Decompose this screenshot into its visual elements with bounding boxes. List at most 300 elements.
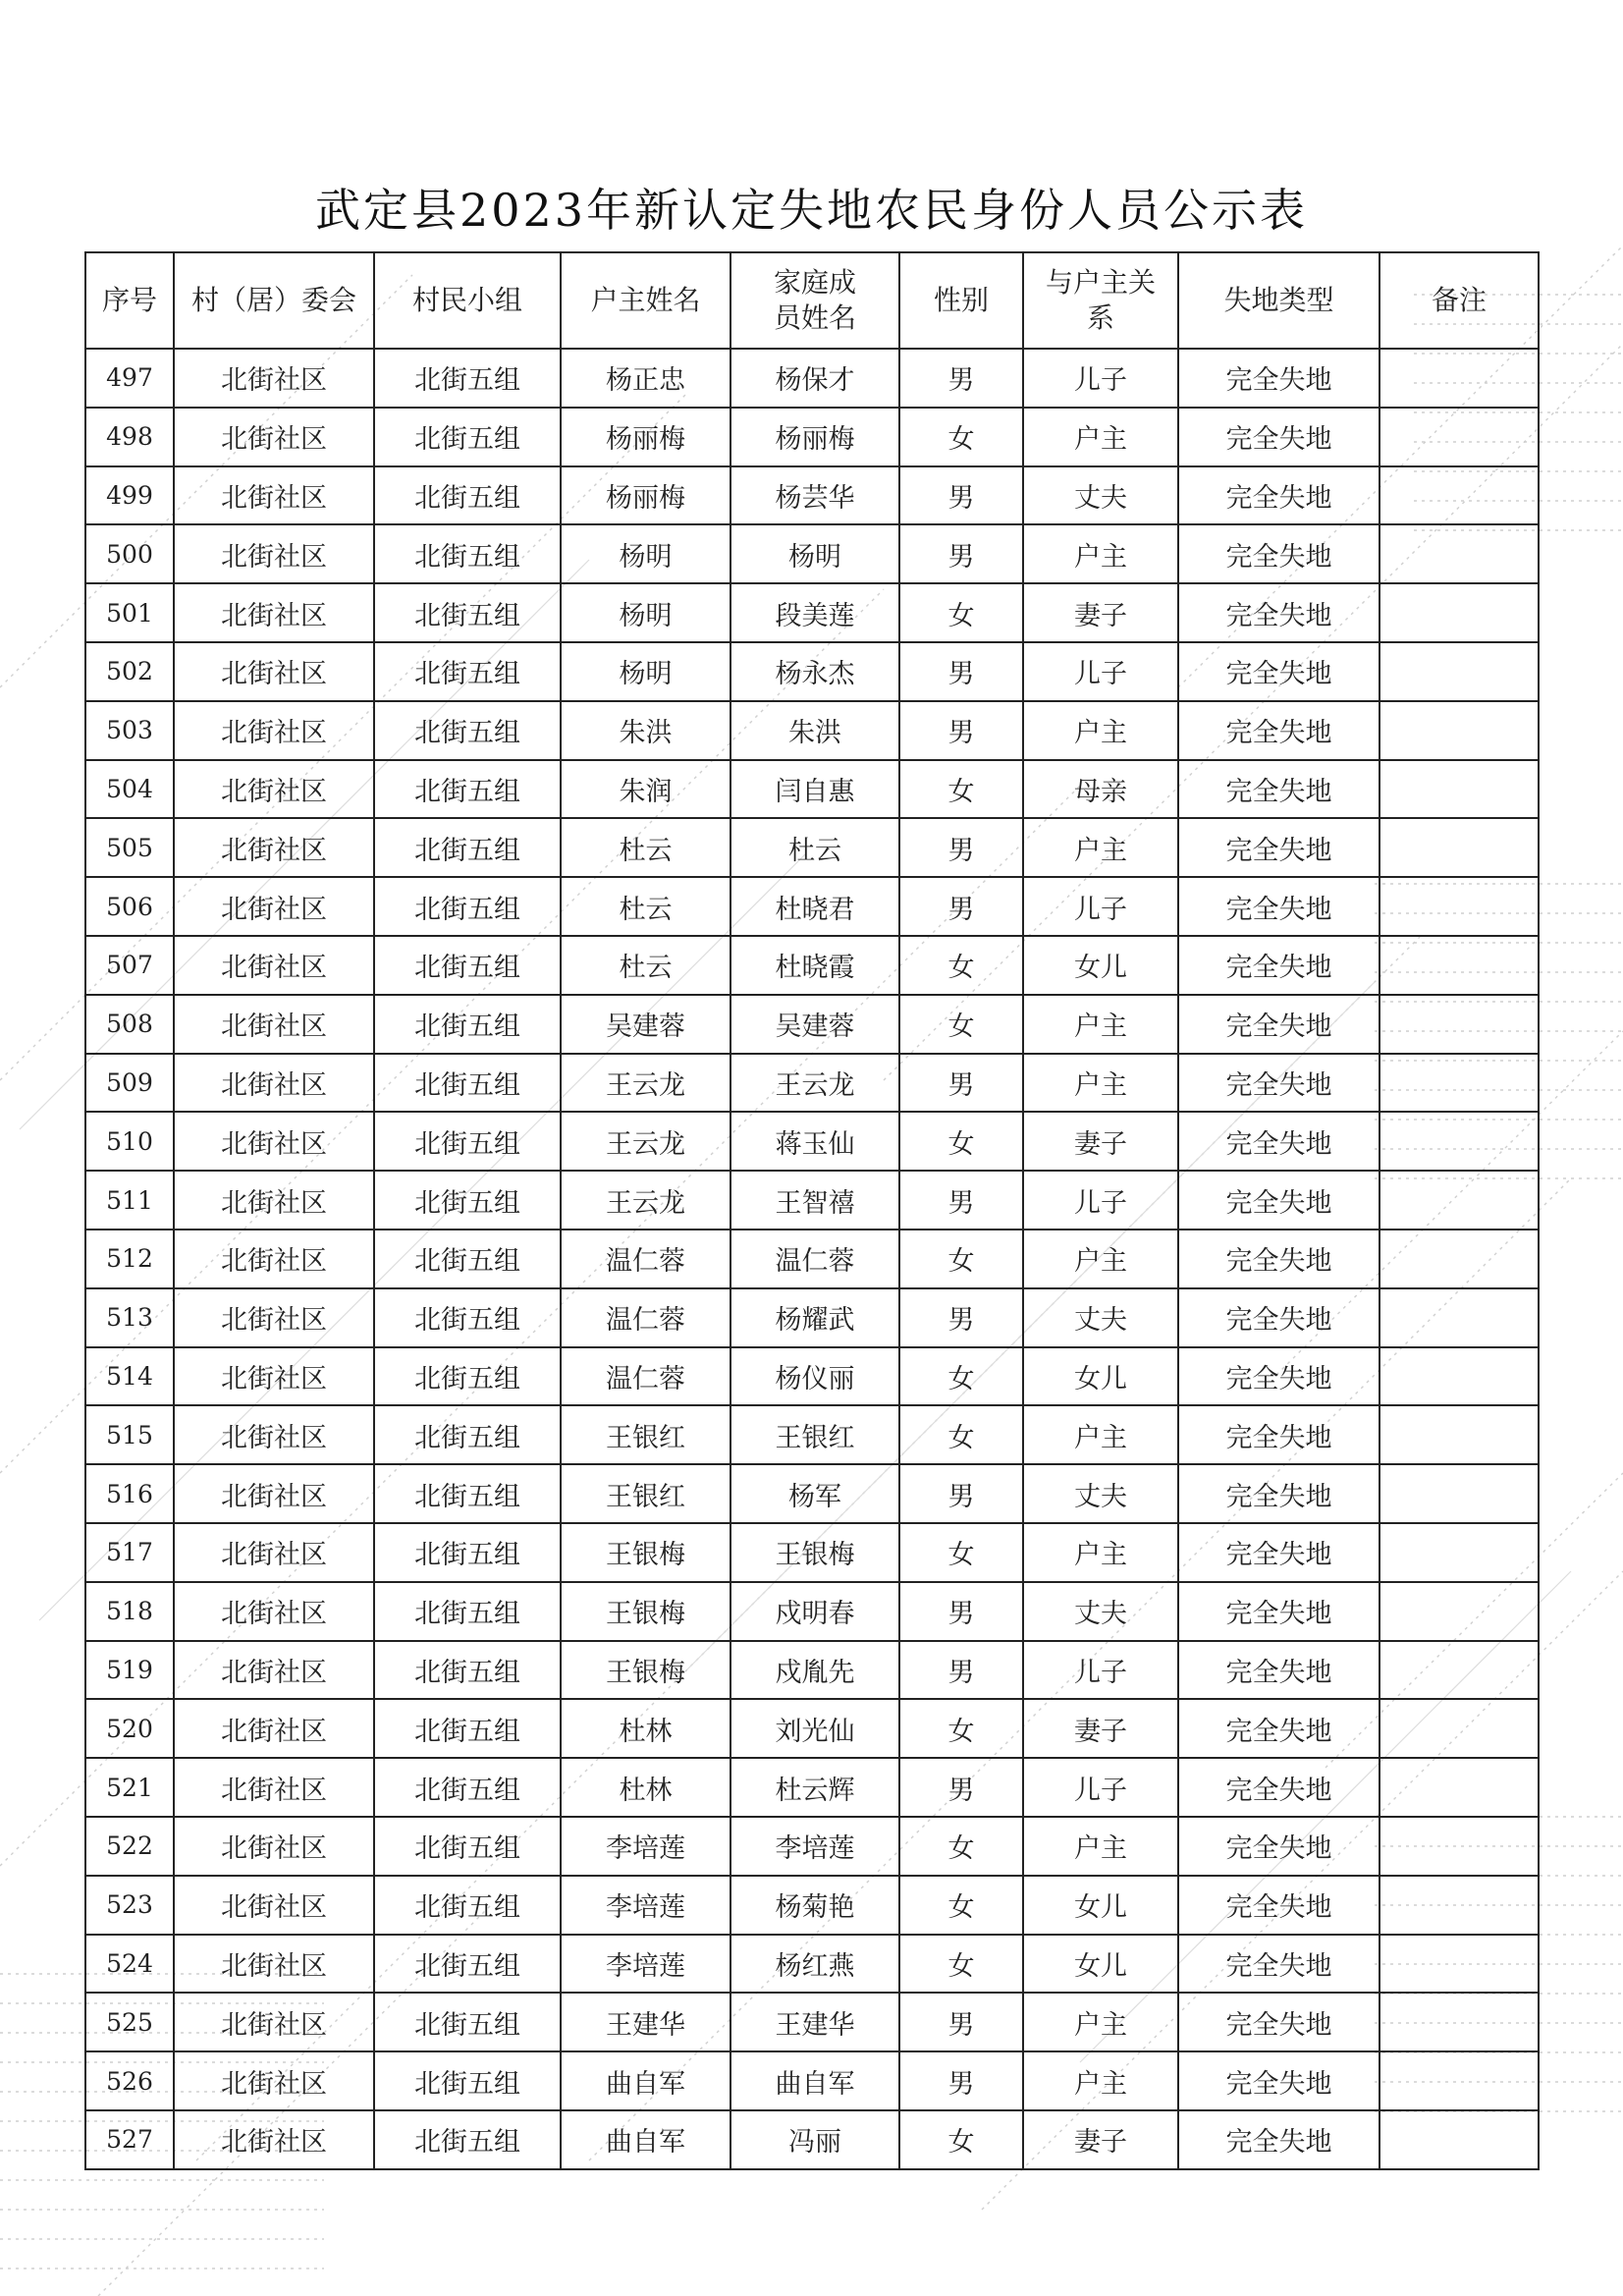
cell-village: 北街社区 (174, 877, 374, 936)
cell-family-member: 朱洪 (730, 701, 899, 760)
cell-family-member: 杨菊艳 (730, 1876, 899, 1935)
cell-seq: 518 (85, 1582, 174, 1641)
cell-household-head: 朱洪 (561, 701, 730, 760)
cell-household-head: 杨明 (561, 524, 730, 583)
cell-remark (1380, 818, 1539, 877)
table-row (85, 1171, 1539, 1230)
cell-land-loss-type: 完全失地 (1178, 408, 1380, 466)
cell-family-member: 王银梅 (730, 1523, 899, 1582)
cell-village: 北街社区 (174, 1523, 374, 1582)
cell-village: 北街社区 (174, 1288, 374, 1347)
cell-family-member: 王智禧 (730, 1171, 899, 1230)
cell-family-member: 杜云辉 (730, 1758, 899, 1817)
cell-seq: 508 (85, 995, 174, 1054)
table-row (85, 1230, 1539, 1288)
cell-gender: 女 (899, 408, 1023, 466)
cell-household-head: 杨明 (561, 642, 730, 701)
cell-land-loss-type: 完全失地 (1178, 1935, 1380, 1994)
header-family-member: 家庭成员姓名 (730, 252, 899, 349)
cell-household-head: 王银梅 (561, 1582, 730, 1641)
cell-household-head: 温仁蓉 (561, 1288, 730, 1347)
cell-gender: 女 (899, 1347, 1023, 1406)
cell-land-loss-type: 完全失地 (1178, 818, 1380, 877)
table-row (85, 1699, 1539, 1758)
cell-remark (1380, 1641, 1539, 1700)
cell-group: 北街五组 (374, 1288, 561, 1347)
cell-village: 北街社区 (174, 1464, 374, 1523)
cell-seq: 501 (85, 583, 174, 642)
cell-land-loss-type: 完全失地 (1178, 936, 1380, 995)
cell-household-head: 曲自军 (561, 2110, 730, 2169)
cell-group: 北街五组 (374, 760, 561, 819)
cell-land-loss-type: 完全失地 (1178, 2110, 1380, 2169)
cell-relation: 儿子 (1023, 1641, 1178, 1700)
cell-seq: 503 (85, 701, 174, 760)
table-row (85, 701, 1539, 760)
cell-family-member: 王云龙 (730, 1054, 899, 1113)
cell-village: 北街社区 (174, 642, 374, 701)
cell-village: 北街社区 (174, 1582, 374, 1641)
cell-group: 北街五组 (374, 1464, 561, 1523)
cell-household-head: 王建华 (561, 1993, 730, 2051)
cell-gender: 女 (899, 1935, 1023, 1994)
cell-seq: 523 (85, 1876, 174, 1935)
cell-village: 北街社区 (174, 1699, 374, 1758)
cell-group: 北街五组 (374, 1112, 561, 1171)
cell-village: 北街社区 (174, 818, 374, 877)
cell-household-head: 李培莲 (561, 1817, 730, 1876)
cell-relation: 户主 (1023, 524, 1178, 583)
cell-village: 北街社区 (174, 1935, 374, 1994)
cell-household-head: 李培莲 (561, 1876, 730, 1935)
cell-gender: 女 (899, 1817, 1023, 1876)
table-row (85, 408, 1539, 466)
cell-remark (1380, 1171, 1539, 1230)
cell-household-head: 杜云 (561, 818, 730, 877)
cell-group: 北街五组 (374, 1993, 561, 2051)
cell-land-loss-type: 完全失地 (1178, 1876, 1380, 1935)
cell-remark (1380, 1523, 1539, 1582)
cell-family-member: 杜晓霞 (730, 936, 899, 995)
cell-family-member: 杜晓君 (730, 877, 899, 936)
cell-group: 北街五组 (374, 995, 561, 1054)
cell-group: 北街五组 (374, 1699, 561, 1758)
table-row (85, 1523, 1539, 1582)
cell-seq: 517 (85, 1523, 174, 1582)
cell-seq: 524 (85, 1935, 174, 1994)
cell-village: 北街社区 (174, 524, 374, 583)
cell-relation: 女儿 (1023, 1935, 1178, 1994)
cell-family-member: 段美莲 (730, 583, 899, 642)
cell-group: 北街五组 (374, 936, 561, 995)
cell-land-loss-type: 完全失地 (1178, 1993, 1380, 2051)
cell-gender: 男 (899, 349, 1023, 408)
cell-remark (1380, 1699, 1539, 1758)
cell-relation: 妻子 (1023, 583, 1178, 642)
cell-relation: 户主 (1023, 1230, 1178, 1288)
cell-household-head: 王银梅 (561, 1523, 730, 1582)
cell-land-loss-type: 完全失地 (1178, 995, 1380, 1054)
cell-village: 北街社区 (174, 1876, 374, 1935)
cell-relation: 户主 (1023, 995, 1178, 1054)
cell-gender: 女 (899, 936, 1023, 995)
cell-remark (1380, 1405, 1539, 1464)
cell-gender: 男 (899, 642, 1023, 701)
table-row (85, 2051, 1539, 2110)
cell-seq: 505 (85, 818, 174, 877)
cell-gender: 女 (899, 1876, 1023, 1935)
cell-remark (1380, 1935, 1539, 1994)
cell-land-loss-type: 完全失地 (1178, 1405, 1380, 1464)
cell-gender: 男 (899, 524, 1023, 583)
cell-relation: 妻子 (1023, 1699, 1178, 1758)
cell-seq: 526 (85, 2051, 174, 2110)
cell-group: 北街五组 (374, 408, 561, 466)
table-row (85, 1876, 1539, 1935)
cell-family-member: 杨永杰 (730, 642, 899, 701)
table-row (85, 1993, 1539, 2051)
cell-village: 北街社区 (174, 1054, 374, 1113)
cell-relation: 户主 (1023, 1817, 1178, 1876)
cell-group: 北街五组 (374, 1641, 561, 1700)
cell-seq: 504 (85, 760, 174, 819)
cell-gender: 女 (899, 1523, 1023, 1582)
table-row (85, 1347, 1539, 1406)
cell-group: 北街五组 (374, 349, 561, 408)
cell-family-member: 冯丽 (730, 2110, 899, 2169)
cell-land-loss-type: 完全失地 (1178, 1347, 1380, 1406)
cell-remark (1380, 466, 1539, 525)
table-row (85, 877, 1539, 936)
cell-group: 北街五组 (374, 1935, 561, 1994)
cell-village: 北街社区 (174, 408, 374, 466)
cell-group: 北街五组 (374, 1405, 561, 1464)
roster-table (84, 251, 1540, 2170)
cell-gender: 女 (899, 2110, 1023, 2169)
cell-gender: 男 (899, 466, 1023, 525)
cell-relation: 户主 (1023, 1405, 1178, 1464)
cell-seq: 525 (85, 1993, 174, 2051)
cell-family-member: 杨芸华 (730, 466, 899, 525)
header-group: 村民小组 (374, 252, 561, 349)
cell-relation: 母亲 (1023, 760, 1178, 819)
cell-gender: 男 (899, 1464, 1023, 1523)
cell-household-head: 王银梅 (561, 1641, 730, 1700)
cell-family-member: 戍胤先 (730, 1641, 899, 1700)
cell-remark (1380, 1464, 1539, 1523)
cell-relation: 女儿 (1023, 936, 1178, 995)
cell-remark (1380, 1817, 1539, 1876)
cell-family-member: 蒋玉仙 (730, 1112, 899, 1171)
cell-family-member: 杜云 (730, 818, 899, 877)
cell-group: 北街五组 (374, 1230, 561, 1288)
cell-land-loss-type: 完全失地 (1178, 1817, 1380, 1876)
page-title: 武定县2023年新认定失地农民身份人员公示表 (314, 184, 1309, 237)
cell-relation: 儿子 (1023, 1758, 1178, 1817)
cell-group: 北街五组 (374, 1817, 561, 1876)
cell-remark (1380, 524, 1539, 583)
cell-household-head: 杨正忠 (561, 349, 730, 408)
cell-relation: 女儿 (1023, 1347, 1178, 1406)
cell-remark (1380, 642, 1539, 701)
table-row (85, 1935, 1539, 1994)
cell-relation: 儿子 (1023, 349, 1178, 408)
cell-relation: 儿子 (1023, 877, 1178, 936)
cell-household-head: 李培莲 (561, 1935, 730, 1994)
cell-household-head: 杜林 (561, 1699, 730, 1758)
cell-household-head: 王云龙 (561, 1171, 730, 1230)
cell-land-loss-type: 完全失地 (1178, 1288, 1380, 1347)
cell-seq: 509 (85, 1054, 174, 1113)
cell-land-loss-type: 完全失地 (1178, 1641, 1380, 1700)
cell-group: 北街五组 (374, 642, 561, 701)
cell-village: 北街社区 (174, 1171, 374, 1230)
table-row (85, 936, 1539, 995)
cell-group: 北街五组 (374, 2051, 561, 2110)
cell-seq: 519 (85, 1641, 174, 1700)
cell-household-head: 温仁蓉 (561, 1230, 730, 1288)
cell-remark (1380, 760, 1539, 819)
cell-seq: 514 (85, 1347, 174, 1406)
cell-relation: 户主 (1023, 1993, 1178, 2051)
cell-village: 北街社区 (174, 583, 374, 642)
table-row (85, 2110, 1539, 2169)
cell-land-loss-type: 完全失地 (1178, 349, 1380, 408)
header-remark: 备注 (1380, 252, 1539, 349)
cell-household-head: 杜云 (561, 877, 730, 936)
cell-gender: 女 (899, 760, 1023, 819)
table-row (85, 1112, 1539, 1171)
cell-remark (1380, 408, 1539, 466)
cell-relation: 户主 (1023, 1054, 1178, 1113)
cell-seq: 502 (85, 642, 174, 701)
table-row (85, 760, 1539, 819)
cell-household-head: 杨明 (561, 583, 730, 642)
cell-village: 北街社区 (174, 1347, 374, 1406)
cell-relation: 户主 (1023, 701, 1178, 760)
cell-land-loss-type: 完全失地 (1178, 466, 1380, 525)
cell-remark (1380, 1054, 1539, 1113)
table-row (85, 1405, 1539, 1464)
table-row (85, 818, 1539, 877)
cell-gender: 男 (899, 1054, 1023, 1113)
cell-seq: 497 (85, 349, 174, 408)
cell-relation: 丈夫 (1023, 1582, 1178, 1641)
cell-remark (1380, 1347, 1539, 1406)
cell-gender: 男 (899, 1288, 1023, 1347)
cell-relation: 户主 (1023, 818, 1178, 877)
cell-land-loss-type: 完全失地 (1178, 583, 1380, 642)
cell-group: 北街五组 (374, 2110, 561, 2169)
cell-village: 北街社区 (174, 1112, 374, 1171)
cell-group: 北街五组 (374, 1876, 561, 1935)
cell-family-member: 王建华 (730, 1993, 899, 2051)
cell-group: 北街五组 (374, 1758, 561, 1817)
cell-village: 北街社区 (174, 760, 374, 819)
cell-family-member: 杨耀武 (730, 1288, 899, 1347)
cell-village: 北街社区 (174, 1641, 374, 1700)
cell-seq: 498 (85, 408, 174, 466)
cell-family-member: 李培莲 (730, 1817, 899, 1876)
cell-remark (1380, 701, 1539, 760)
table-row (85, 349, 1539, 408)
cell-remark (1380, 1288, 1539, 1347)
cell-family-member: 戍明春 (730, 1582, 899, 1641)
cell-gender: 女 (899, 1405, 1023, 1464)
cell-relation: 户主 (1023, 2051, 1178, 2110)
cell-seq: 499 (85, 466, 174, 525)
cell-household-head: 曲自军 (561, 2051, 730, 2110)
cell-family-member: 杨保才 (730, 349, 899, 408)
cell-land-loss-type: 完全失地 (1178, 1699, 1380, 1758)
cell-household-head: 温仁蓉 (561, 1347, 730, 1406)
table-row (85, 583, 1539, 642)
cell-seq: 506 (85, 877, 174, 936)
cell-relation: 妻子 (1023, 2110, 1178, 2169)
cell-seq: 521 (85, 1758, 174, 1817)
cell-group: 北街五组 (374, 524, 561, 583)
cell-land-loss-type: 完全失地 (1178, 760, 1380, 819)
cell-gender: 男 (899, 2051, 1023, 2110)
cell-remark (1380, 2110, 1539, 2169)
cell-family-member: 刘光仙 (730, 1699, 899, 1758)
cell-land-loss-type: 完全失地 (1178, 1523, 1380, 1582)
cell-gender: 男 (899, 1171, 1023, 1230)
cell-household-head: 吴建蓉 (561, 995, 730, 1054)
cell-land-loss-type: 完全失地 (1178, 524, 1380, 583)
cell-group: 北街五组 (374, 701, 561, 760)
table-header-row (85, 252, 1539, 349)
cell-land-loss-type: 完全失地 (1178, 1112, 1380, 1171)
table-body (85, 349, 1539, 2169)
cell-village: 北街社区 (174, 1993, 374, 2051)
cell-household-head: 杨丽梅 (561, 408, 730, 466)
cell-land-loss-type: 完全失地 (1178, 701, 1380, 760)
cell-group: 北街五组 (374, 1347, 561, 1406)
cell-group: 北街五组 (374, 1054, 561, 1113)
header-household-head: 户主姓名 (561, 252, 730, 349)
cell-remark (1380, 1993, 1539, 2051)
cell-family-member: 杨仪丽 (730, 1347, 899, 1406)
cell-relation: 女儿 (1023, 1876, 1178, 1935)
cell-household-head: 朱润 (561, 760, 730, 819)
cell-seq: 511 (85, 1171, 174, 1230)
cell-family-member: 王银红 (730, 1405, 899, 1464)
cell-land-loss-type: 完全失地 (1178, 877, 1380, 936)
cell-land-loss-type: 完全失地 (1178, 2051, 1380, 2110)
cell-remark (1380, 877, 1539, 936)
cell-household-head: 杨丽梅 (561, 466, 730, 525)
cell-family-member: 闫自惠 (730, 760, 899, 819)
cell-group: 北街五组 (374, 877, 561, 936)
cell-household-head: 杜云 (561, 936, 730, 995)
cell-family-member: 杨红燕 (730, 1935, 899, 1994)
cell-relation: 丈夫 (1023, 466, 1178, 525)
cell-land-loss-type: 完全失地 (1178, 1054, 1380, 1113)
cell-family-member: 温仁蓉 (730, 1230, 899, 1288)
table-row (85, 1641, 1539, 1700)
cell-household-head: 王云龙 (561, 1112, 730, 1171)
cell-gender: 女 (899, 995, 1023, 1054)
cell-village: 北街社区 (174, 349, 374, 408)
cell-relation: 户主 (1023, 408, 1178, 466)
cell-village: 北街社区 (174, 1758, 374, 1817)
cell-gender: 男 (899, 818, 1023, 877)
cell-gender: 男 (899, 701, 1023, 760)
cell-seq: 527 (85, 2110, 174, 2169)
cell-seq: 513 (85, 1288, 174, 1347)
cell-gender: 男 (899, 1758, 1023, 1817)
cell-seq: 516 (85, 1464, 174, 1523)
cell-group: 北街五组 (374, 583, 561, 642)
cell-remark (1380, 995, 1539, 1054)
cell-family-member: 吴建蓉 (730, 995, 899, 1054)
cell-gender: 女 (899, 583, 1023, 642)
cell-group: 北街五组 (374, 1582, 561, 1641)
cell-gender: 男 (899, 1993, 1023, 2051)
cell-village: 北街社区 (174, 2110, 374, 2169)
cell-remark (1380, 936, 1539, 995)
cell-remark (1380, 583, 1539, 642)
cell-seq: 522 (85, 1817, 174, 1876)
header-land-loss-type: 失地类型 (1178, 252, 1380, 349)
cell-family-member: 杨明 (730, 524, 899, 583)
table-row (85, 1817, 1539, 1876)
table-row (85, 466, 1539, 525)
cell-gender: 男 (899, 1582, 1023, 1641)
cell-village: 北街社区 (174, 1405, 374, 1464)
header-village: 村（居）委会 (174, 252, 374, 349)
cell-land-loss-type: 完全失地 (1178, 1758, 1380, 1817)
cell-village: 北街社区 (174, 2051, 374, 2110)
cell-land-loss-type: 完全失地 (1178, 1582, 1380, 1641)
table-row (85, 995, 1539, 1054)
cell-household-head: 王云龙 (561, 1054, 730, 1113)
cell-seq: 510 (85, 1112, 174, 1171)
cell-remark (1380, 349, 1539, 408)
cell-seq: 515 (85, 1405, 174, 1464)
cell-remark (1380, 1230, 1539, 1288)
cell-family-member: 杨丽梅 (730, 408, 899, 466)
header-gender: 性别 (899, 252, 1023, 349)
cell-household-head: 王银红 (561, 1405, 730, 1464)
table-row (85, 1288, 1539, 1347)
cell-group: 北街五组 (374, 1523, 561, 1582)
table-row (85, 1758, 1539, 1817)
cell-relation: 丈夫 (1023, 1288, 1178, 1347)
cell-relation: 儿子 (1023, 642, 1178, 701)
cell-relation: 妻子 (1023, 1112, 1178, 1171)
cell-land-loss-type: 完全失地 (1178, 1230, 1380, 1288)
cell-land-loss-type: 完全失地 (1178, 1464, 1380, 1523)
cell-gender: 女 (899, 1230, 1023, 1288)
cell-relation: 儿子 (1023, 1171, 1178, 1230)
cell-household-head: 王银红 (561, 1464, 730, 1523)
cell-seq: 507 (85, 936, 174, 995)
cell-land-loss-type: 完全失地 (1178, 1171, 1380, 1230)
cell-relation: 丈夫 (1023, 1464, 1178, 1523)
cell-remark (1380, 1876, 1539, 1935)
table-row (85, 524, 1539, 583)
cell-relation: 户主 (1023, 1523, 1178, 1582)
cell-family-member: 曲自军 (730, 2051, 899, 2110)
table-row (85, 1582, 1539, 1641)
cell-group: 北街五组 (374, 466, 561, 525)
header-seq: 序号 (85, 252, 174, 349)
cell-village: 北街社区 (174, 995, 374, 1054)
cell-village: 北街社区 (174, 701, 374, 760)
cell-remark (1380, 1758, 1539, 1817)
